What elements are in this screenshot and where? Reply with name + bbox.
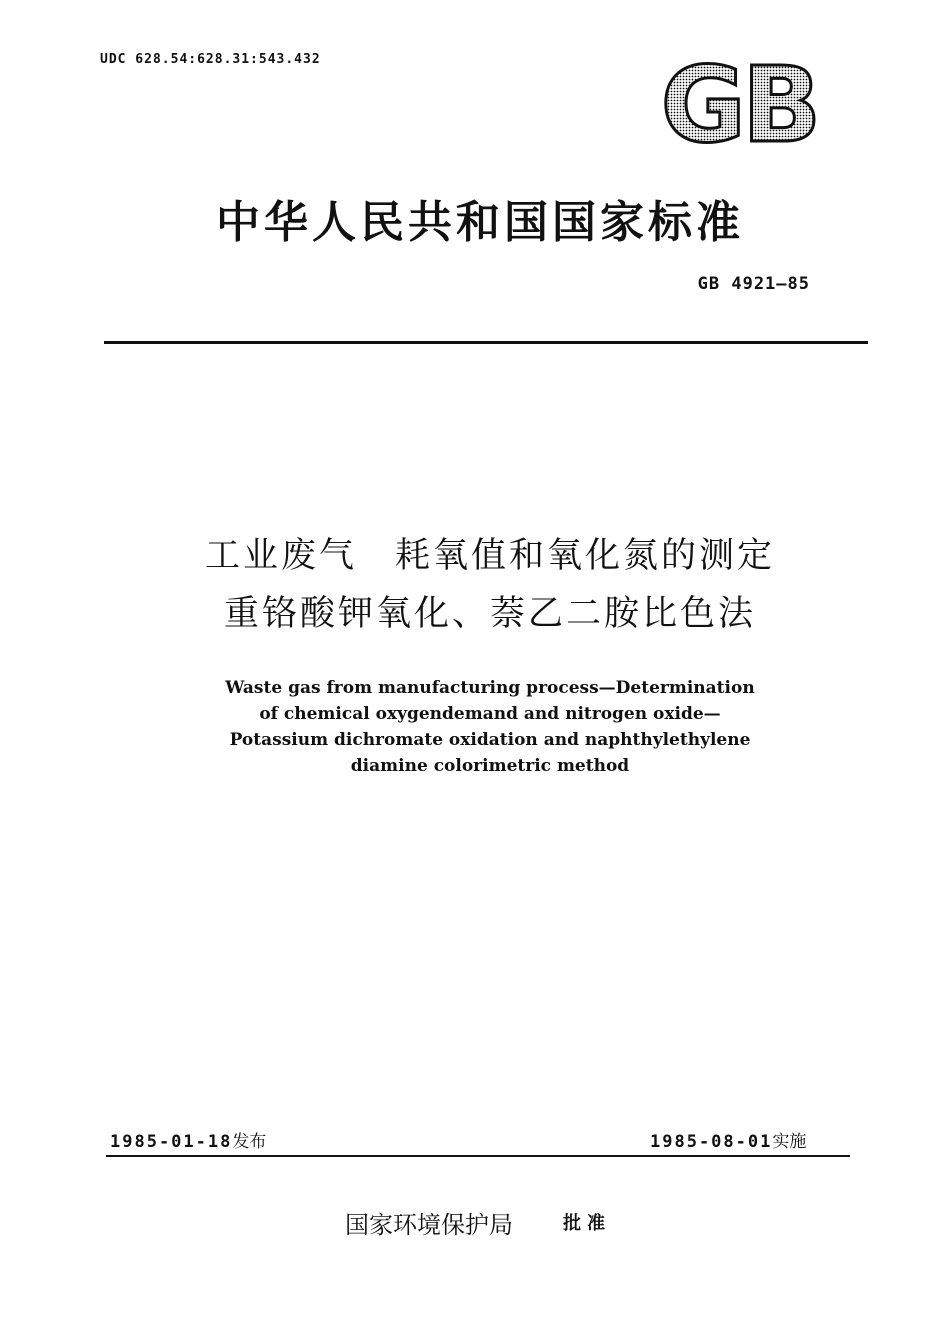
- effective-date-label: 实施: [772, 1132, 807, 1152]
- top-divider: [104, 341, 868, 344]
- english-title-line: Potassium dichromate oxidation and naphthylethylene: [229, 730, 751, 750]
- national-standard-title: 中华人民共和国国家标准: [216, 197, 744, 248]
- udc-classification: UDC 628.54:628.31:543.432: [100, 52, 321, 67]
- approval-label: 批准: [563, 1213, 611, 1234]
- english-title-line: Waste gas from manufacturing process—Determination: [225, 678, 755, 698]
- chinese-title-line-1: 工业废气 耗氧值和氧化氮的测定: [204, 536, 775, 576]
- english-title: [100, 675, 880, 779]
- issued-date-value: 1985-01-18: [110, 1132, 233, 1152]
- issued-date-label: 发布: [232, 1132, 267, 1152]
- issued-date: [110, 1127, 266, 1152]
- effective-date-value: 1985-08-01: [650, 1132, 773, 1152]
- effective-date: [650, 1127, 806, 1152]
- approving-authority: 国家环境保护局: [345, 1211, 513, 1239]
- chinese-title-line-2: 重铬酸钾氧化、萘乙二胺比色法: [223, 594, 756, 634]
- gb-logo: [646, 57, 832, 149]
- english-title-line: diamine colorimetric method: [350, 756, 630, 776]
- bottom-divider: [106, 1155, 850, 1157]
- english-title-line: of chemical oxygendemand and nitrogen oxide—: [259, 704, 721, 724]
- standard-number: GB 4921—85: [697, 274, 810, 294]
- gb-logo-text: GB: [660, 57, 818, 149]
